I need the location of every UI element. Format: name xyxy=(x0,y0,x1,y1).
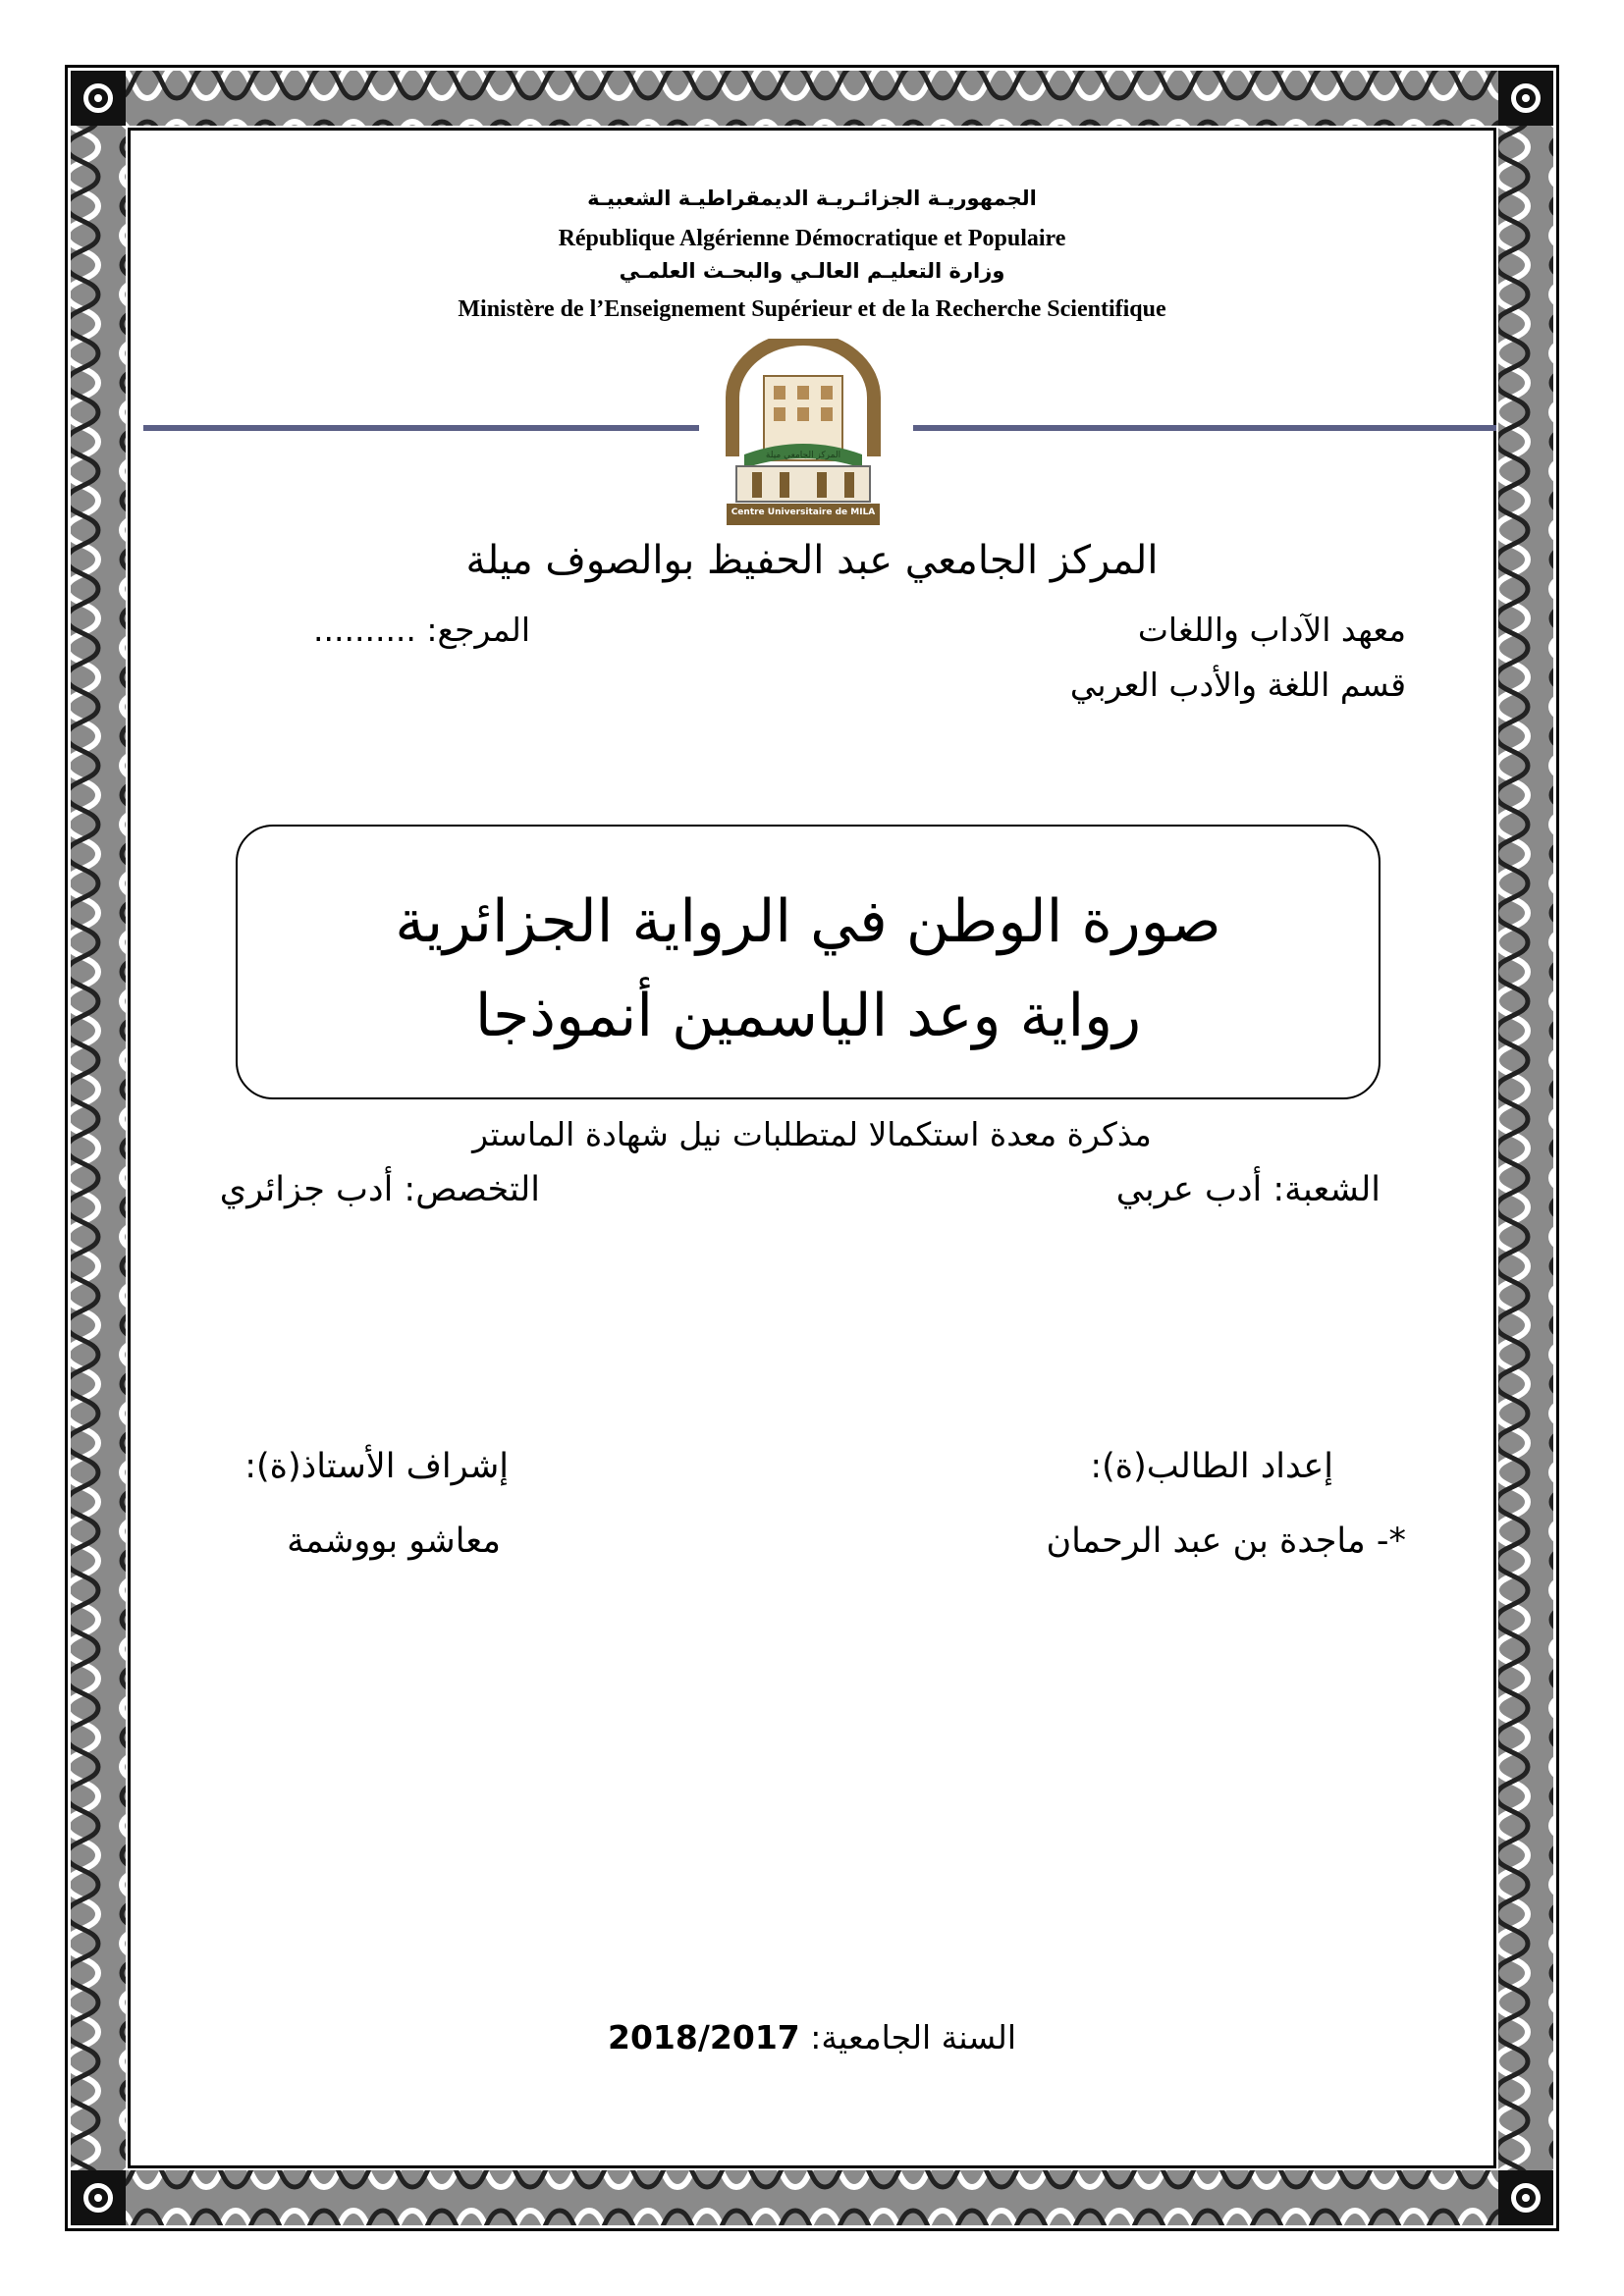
student-label: إعداد الطالب(ة): xyxy=(1090,1447,1333,1486)
student-name: *- ماجدة بن عبد الرحمان xyxy=(1046,1522,1406,1561)
university-logo xyxy=(723,339,884,529)
reference-field: المرجع: .......... xyxy=(313,611,530,649)
logo-caption: Centre Universitaire de MILA xyxy=(731,507,876,517)
academic-year-label: السنة الجامعية: xyxy=(810,2018,1016,2056)
university-center-name: المركز الجامعي عبد الحفيظ بوالصوف ميلة xyxy=(465,538,1159,583)
branch-field: الشعبة: أدب عربي xyxy=(1115,1170,1380,1209)
ministry-name-french: Ministère de l’Enseignement Supérieur et de la Recherche Scientifique xyxy=(458,296,1166,322)
academic-year xyxy=(334,2018,1290,2056)
corner-ornament-icon xyxy=(71,2170,126,2225)
thesis-title-line2: رواية وعد الياسمين أنموذجا xyxy=(474,982,1142,1050)
header-rule-right xyxy=(913,425,1496,431)
ministry-name-arabic: وزارة التعليـم العالـي والبحـث العلمـي xyxy=(619,259,1005,283)
republic-name-french: République Algérienne Démocratique et Populaire xyxy=(558,226,1066,251)
thesis-title-line1: صورة الوطن في الرواية الجزائرية xyxy=(395,887,1221,956)
specialty-field: التخصص: أدب جزائري xyxy=(219,1170,540,1209)
logo-arabic-banner: المركز الجامعي ميلة xyxy=(765,451,841,460)
department-name: قسم اللغة والأدب العربي xyxy=(1069,666,1406,704)
academic-year-value: 2018/2017 xyxy=(608,2018,800,2056)
supervisor-label: إشراف الأستاذ(ة): xyxy=(244,1447,509,1486)
corner-ornament-icon xyxy=(71,71,126,126)
thesis-title-box xyxy=(236,825,1380,1099)
institute-name: معهد الآداب واللغات xyxy=(1137,611,1406,649)
republic-name-arabic: الجمهوريـة الجزائـريـة الديمقراطيـة الشعبيـة xyxy=(587,187,1037,210)
corner-ornament-icon xyxy=(1498,2170,1553,2225)
thesis-purpose: مذكرة معدة استكمالا لمتطلبات نيل شهادة الماستر xyxy=(472,1115,1152,1153)
corner-ornament-icon xyxy=(1498,71,1553,126)
header-rule-left xyxy=(143,425,699,431)
supervisor-name: معاشو بووشمة xyxy=(287,1522,501,1561)
